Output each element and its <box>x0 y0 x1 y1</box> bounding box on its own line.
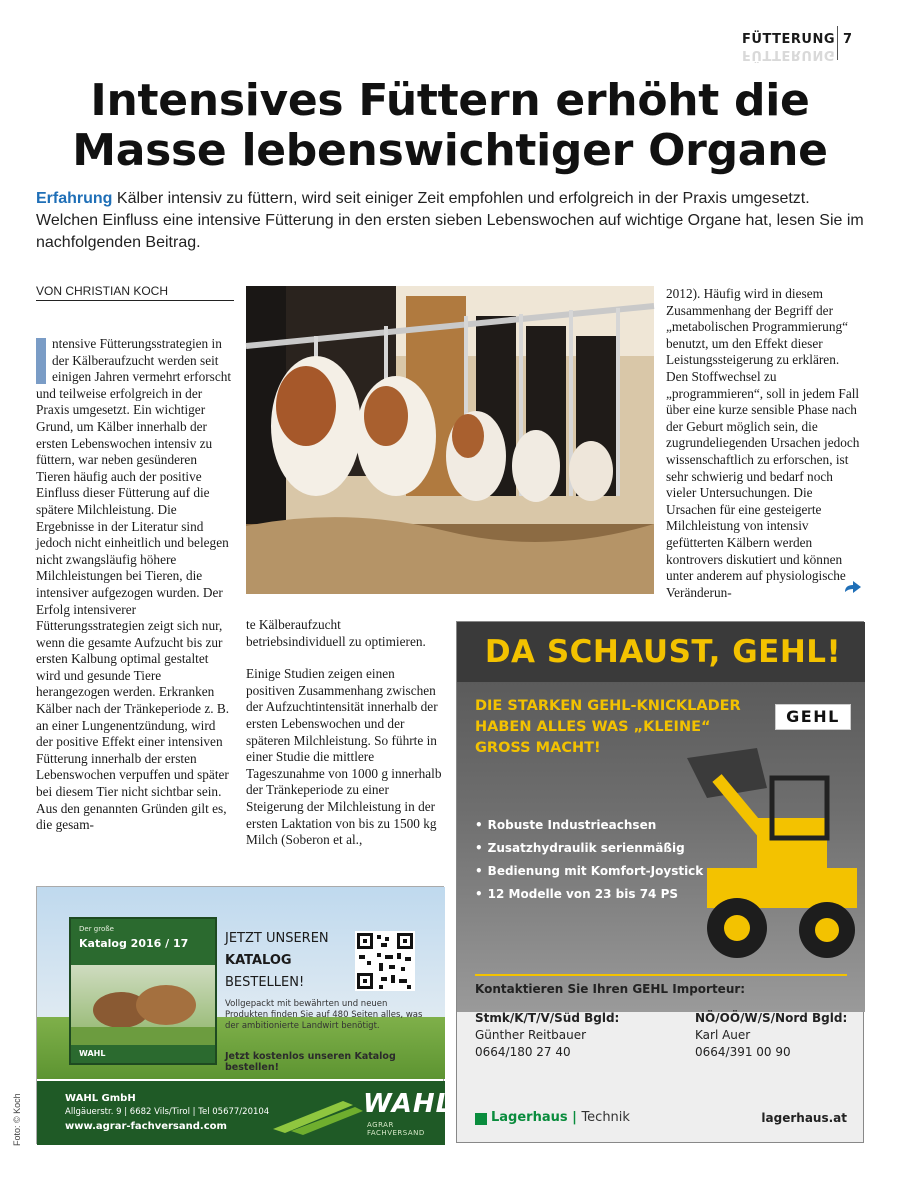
page-number: 7 <box>843 32 853 47</box>
header-divider <box>837 26 838 60</box>
region-name: Stmk/K/T/V/Süd Bgld: <box>475 1011 620 1025</box>
gehl-footer <box>475 1110 847 1132</box>
wahl-headline-2: KATALOG <box>225 953 292 968</box>
wahl-address: Allgäuerstr. 9 | 6682 Vils/Tirol | Tel 05677/20104 <box>65 1107 270 1117</box>
lagerhaus-brand-suffix: Technik <box>581 1110 630 1125</box>
article-column-3 <box>666 286 864 617</box>
catalog-cover <box>69 917 217 1065</box>
catalog-cover-photo <box>71 965 215 1045</box>
wahl-website-link[interactable]: www.agrar-fachversand.com <box>65 1121 227 1132</box>
article-column-1 <box>36 336 232 850</box>
region-name: NÖ/OÖ/W/S/Nord Bgld: <box>695 1011 848 1025</box>
gehl-region-south <box>475 1010 619 1061</box>
wahl-logo-subtitle: AGRAR FACHVERSAND <box>367 1121 425 1137</box>
wahl-description: Vollgepackt mit bewährten und neuen Produkten finden Sie auf 480 Seiten alles, was der ambitionierte Landwirt benötigt. <box>225 999 423 1031</box>
wahl-headline-1: JETZT UNSEREN <box>225 931 329 946</box>
headline-line-2: Masse lebenswichtiger Organe <box>72 125 828 176</box>
gehl-feature: • 12 Modelle von 23 bis 74 PS <box>475 883 705 906</box>
region-phone: 0664/391 00 90 <box>695 1045 791 1059</box>
section-label-reflection: FÜTTERUNG <box>742 47 835 62</box>
region-contact-person: Günther Reitbauer <box>475 1028 587 1042</box>
calves-feeding-photo <box>246 286 654 594</box>
lead-kicker: Erfahrung <box>36 190 113 207</box>
photo-credit-text: Foto: © Koch <box>12 1093 22 1146</box>
drop-cap-i <box>36 338 46 384</box>
lagerhaus-url[interactable]: lagerhaus.at <box>761 1111 847 1125</box>
photo-credit <box>12 1093 22 1147</box>
lagerhaus-brand-name: Lagerhaus <box>491 1110 568 1125</box>
gehl-subtitle-line-1: DIE STARKEN GEHL-KNICKLADER <box>475 698 741 714</box>
column-2-paragraph-2: Einige Studien zeigen einen positiven Zusammenhang zwischen der Aufzuchtintensität innerhalb der ersten Lebenswochen und der späteren Milchleistung. So führte in einer Studie die mittlere Tageszunahme von 1000 g innerhalb der Tränkeperiode zu einer Steigerung der Milchleistung in der ersten Laktation von bis zu 1500 kg Milch (Soberon et al., <box>246 666 442 848</box>
qr-code-icon[interactable] <box>355 931 415 991</box>
gehl-contact-title: Kontaktieren Sie Ihren GEHL Importeur: <box>475 982 746 996</box>
catalog-cover-title: Katalog 2016 / 17 <box>79 937 189 950</box>
gehl-feature: • Robuste Industrieachsen <box>475 814 705 837</box>
wahl-headline-3: BESTELLEN! <box>225 975 305 990</box>
catalog-cover-subtitle: Der große <box>79 925 114 933</box>
wheel-loader-illustration <box>647 718 867 978</box>
wahl-call-to-action[interactable]: Jetzt kostenlos unseren Katalog bestellen! <box>225 1051 396 1073</box>
headline-line-1: Intensives Füttern erhöht die <box>90 75 810 126</box>
catalog-cover-brand: WAHL <box>79 1049 106 1058</box>
lagerhaus-brand: Lagerhaus | Technik <box>491 1110 630 1125</box>
continue-arrow-icon <box>843 580 863 594</box>
gehl-subtitle-line-3: GROSS MACHT! <box>475 740 601 756</box>
calves-feeding-illustration <box>246 286 654 594</box>
wahl-company-name: WAHL GmbH <box>65 1093 136 1104</box>
wahl-logo: WAHL <box>363 1089 454 1119</box>
article-headline <box>30 76 870 176</box>
column-2-paragraph-1: te Kälberaufzucht betriebsindividuell zu optimieren. <box>246 617 426 649</box>
gehl-region-north <box>695 1010 847 1061</box>
column-1-text: ntensive Fütterungsstrategien in der Kälberaufzucht werden seit einigen Jahren vermehrt erforscht und teilweise erfolgreich in der Praxis umgesetzt. Ein wichtiger Grund, um Kälber innerhalb der ersten Lebenswochen intensiv zu füttern, war neben gesünderen Tieren häufig auch der positive Einfluss dieser Fütterung auf die spätere Milchleistung. Die Ergebnisse in der Literatur sind jedoch nicht einheitlich und belegen nicht zwangsläufig höhere Milchleistungen bei Tieren, die intensiver aufgezogen wurden. Der Erfolg intensiverer Fütterungsstrategien zeigt sich nur, wenn die gesamte Aufzucht bis zur ersten Kalbung optimal gestaltet wird und gesunde Tiere herangezogen werden. Erkranken Kälber nach der Tränkeperiode z. B. an einer Lungenentzündung, wird der positive Effekt einer intensiven Fütterung innerhalb der ersten Lebenswochen verpuffen und später bei diesem Tier nicht sichtbar sein. Aus den genannten Gründen gilt es, die gesam- <box>36 336 232 833</box>
column-3-text: 2012). Häufig wird in diesem Zusammenhang der Begriff der „metabolischen Programmierung“ benutzt, um den Effekt dieser Leistungssteigerung zu erklären. Den Stoffwechsel zu „programmieren“, soll in jedem Fall über eine kurze sensible Phase nach der Geburt möglich sein, die zugrundeliegenden Ursachen jedoch wissenschaftlich zu erforschen, ist sehr schwierig und bedarf noch vieler Untersuchungen. Die Ursachen für eine gesteigerte Milchleistung von intensiv gefütterten Kälbern werden kontrovers diskutiert und können unter anderem auf physiologische Veränderun- <box>666 286 860 600</box>
cows-illustration <box>71 965 215 1045</box>
gehl-feature: • Zusatzhydraulik serienmäßig <box>475 837 705 860</box>
section-label: FÜTTERUNG <box>742 32 835 47</box>
wahl-advertisement[interactable] <box>36 886 454 1144</box>
byline: VON CHRISTIAN KOCH <box>36 284 234 301</box>
region-phone: 0664/180 27 40 <box>475 1045 571 1059</box>
lagerhaus-mark-icon <box>475 1113 487 1125</box>
lead-text: Kälber intensiv zu füttern, wird seit einiger Zeit empfohlen und erfolgreich in der Praxis umgesetzt. Welchen Einfluss eine intensive Fütterung in den ersten sieben Lebenswochen auf wichtige Organe hat, lesen Sie im nachfolgenden Beitrag. <box>36 190 864 251</box>
gehl-divider <box>475 974 847 976</box>
gehl-subtitle-line-2: HABEN ALLES WAS „KLEINE“ <box>475 719 711 735</box>
gehl-logo: GEHL <box>775 704 851 730</box>
article-lead <box>36 188 866 254</box>
region-contact-person: Karl Auer <box>695 1028 751 1042</box>
gehl-title: DA SCHAUST, GEHL! <box>484 634 842 670</box>
gehl-feature: • Bedienung mit Komfort-Joystick <box>475 860 705 883</box>
gehl-advertisement[interactable] <box>456 621 864 1143</box>
article-column-2 <box>246 617 442 865</box>
